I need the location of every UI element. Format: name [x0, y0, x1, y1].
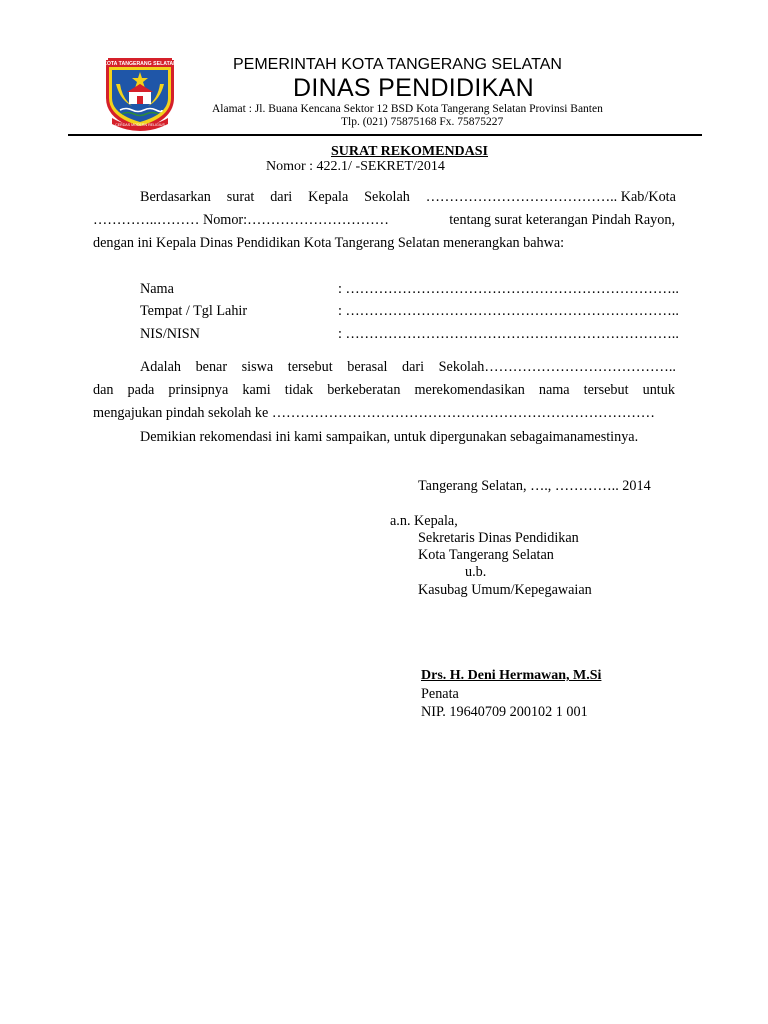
department-name: DINAS PENDIDIKAN [293, 74, 534, 102]
text: tentang surat keterangan Pindah Rayon, [449, 212, 675, 228]
field-value-nis: : …………………………………………………………….. [338, 326, 679, 342]
word: surat [226, 189, 255, 205]
word: siswa [241, 359, 274, 375]
field-value-birth: : …………………………………………………………….. [338, 303, 679, 319]
paragraph-2-line-3: mengajukan pindah sekolah ke ……………………………………………………………………… [93, 405, 655, 421]
word: prinsipnya [168, 382, 229, 398]
logo-banner-text: KOTA TANGERANG SELATAN [103, 61, 177, 67]
word: berasal [347, 359, 388, 375]
field-value-name: : …………………………………………………………….. [338, 281, 679, 297]
paragraph-2-line-2 [93, 382, 675, 399]
word: tersebut [583, 382, 629, 398]
word: kami [242, 382, 271, 398]
paragraph-1-line-1 [140, 189, 676, 206]
blank-number: …………..……… Nomor:………………………… [93, 212, 389, 228]
word: tidak [284, 382, 314, 398]
closing-paragraph: Demikian rekomendasi ini kami sampaikan, untuk dipergunakan sebagaimanamestinya. [140, 429, 639, 445]
signer-rank: Penata [421, 686, 459, 702]
word: berkeberatan [327, 382, 401, 398]
address-line: Alamat : Jl. Buana Kencana Sektor 12 BSD Kota Tangerang Selatan Provinsi Banten [212, 103, 603, 115]
word: Kepala [308, 189, 349, 205]
logo-motto-text: CERDAS MODERN RELIGIUS [115, 123, 165, 127]
word: benar [195, 359, 228, 375]
word: Berdasarkan [140, 189, 211, 205]
phone-fax-line: Tlp. (021) 75875168 Fx. 75875227 [341, 116, 504, 128]
field-label-nis: NIS/NISN [140, 326, 200, 342]
document-title: SURAT REKOMENDASI [331, 144, 489, 159]
word: dari [270, 189, 293, 205]
signer-role-3: Kasubag Umum/Kepegawaian [418, 582, 592, 598]
word: pada [127, 382, 155, 398]
under-authority: u.b. [465, 564, 487, 580]
word: tersebut [287, 359, 333, 375]
word: nama [538, 382, 570, 398]
document-number: Nomor : 422.1/ -SEKRET/2014 [266, 159, 445, 174]
paragraph-1-line-2 [93, 212, 675, 229]
word: dan [93, 382, 114, 398]
signer-nip: NIP. 19640709 200102 1 001 [421, 704, 588, 720]
blank-school-name: ………………………………….. Kab/Kota [425, 189, 676, 205]
blank-origin-school: Sekolah………………………………….. [438, 359, 676, 375]
city-emblem-logo [102, 54, 178, 132]
field-label-birth: Tempat / Tgl Lahir [140, 303, 248, 319]
signer-role-2: Kota Tangerang Selatan [418, 547, 554, 563]
word: dari [402, 359, 425, 375]
word: untuk [642, 382, 675, 398]
signer-name: Drs. H. Deni Hermawan, M.Si [421, 668, 602, 683]
paragraph-1-line-3: dengan ini Kepala Dinas Pendidikan Kota Tangerang Selatan menerangkan bahwa: [93, 235, 565, 251]
letterhead-divider [68, 134, 702, 136]
word: Adalah [140, 359, 181, 375]
field-label-name: Nama [140, 281, 174, 297]
signer-role-1: Sekretaris Dinas Pendidikan [418, 530, 579, 546]
paragraph-2-line-1 [140, 359, 676, 376]
on-behalf-of: a.n. Kepala, [390, 513, 458, 529]
government-name: PEMERINTAH KOTA TANGERANG SELATAN [233, 56, 562, 73]
place-date: Tangerang Selatan, …., ………….. 2014 [418, 478, 651, 494]
word: merekomendasikan [414, 382, 525, 398]
word: Sekolah [364, 189, 410, 205]
